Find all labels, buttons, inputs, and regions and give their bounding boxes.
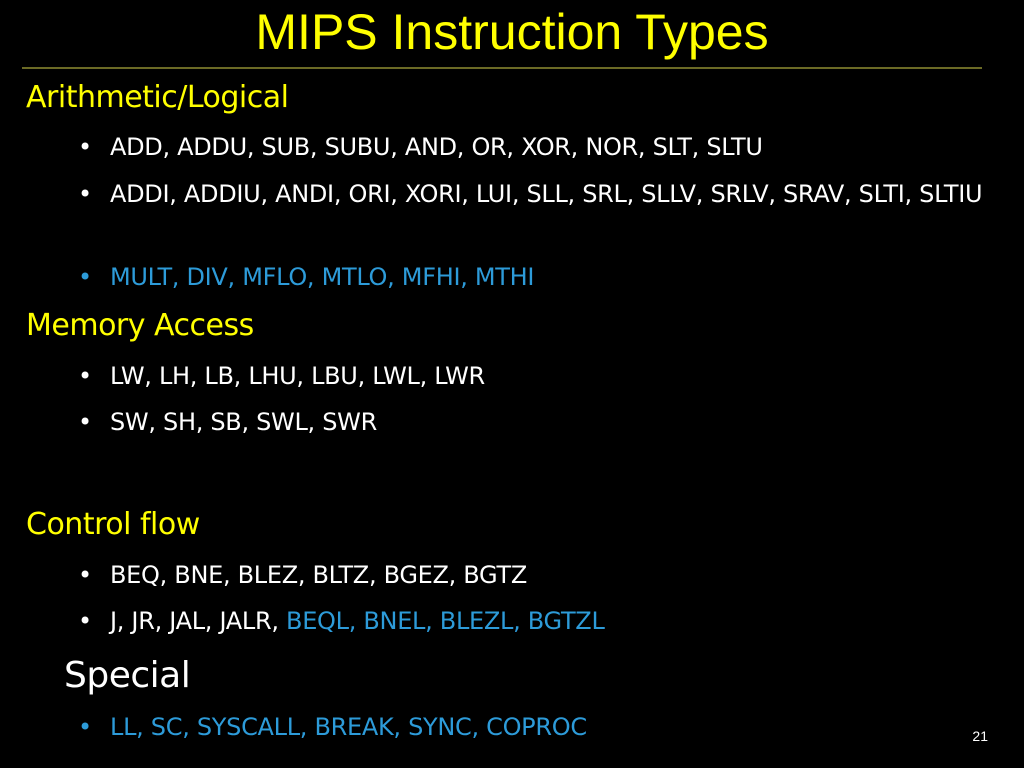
bullet-icon: •	[78, 263, 92, 291]
list-item-text: ADDI, ADDIU, ANDI, ORI, XORI, LUI, SLL, SRL, SLLV, SRLV, SRAV, SLTI, SLTIU	[110, 180, 983, 208]
title-divider	[22, 67, 982, 69]
jump-instructions-text: J, JR, JAL, JALR,	[110, 607, 287, 635]
heading-special: Special	[64, 655, 191, 696]
list-item-text: BEQ, BNE, BLEZ, BLTZ, BGEZ, BGTZ	[110, 561, 527, 589]
bullet-icon: •	[78, 408, 92, 436]
list-item-text	[110, 604, 605, 638]
list-item-text: ADD, ADDU, SUB, SUBU, AND, OR, XOR, NOR, SLT, SLTU	[110, 133, 763, 161]
slide-title: MIPS Instruction Types	[255, 4, 769, 60]
bullet-icon: •	[78, 362, 92, 390]
bullet-icon: •	[78, 713, 92, 741]
bullet-icon: •	[78, 607, 92, 635]
heading-arithmetic-logical: Arithmetic/Logical	[26, 80, 289, 115]
list-item-text: MULT, DIV, MFLO, MTLO, MFHI, MTHI	[110, 263, 535, 291]
bullet-icon: •	[78, 561, 92, 589]
branch-likely-text: BEQL, BNEL, BLEZL, BGTZL	[286, 607, 605, 635]
list-item-text: LW, LH, LB, LHU, LBU, LWL, LWR	[110, 362, 485, 390]
bullet-icon: •	[78, 180, 92, 208]
page-number: 21	[972, 728, 988, 744]
list-item-text: LL, SC, SYSCALL, BREAK, SYNC, COPROC	[110, 713, 587, 741]
bullet-icon: •	[78, 133, 92, 161]
list-item-text: SW, SH, SB, SWL, SWR	[110, 408, 377, 436]
heading-control-flow: Control flow	[26, 507, 200, 542]
heading-memory-access: Memory Access	[26, 308, 254, 343]
